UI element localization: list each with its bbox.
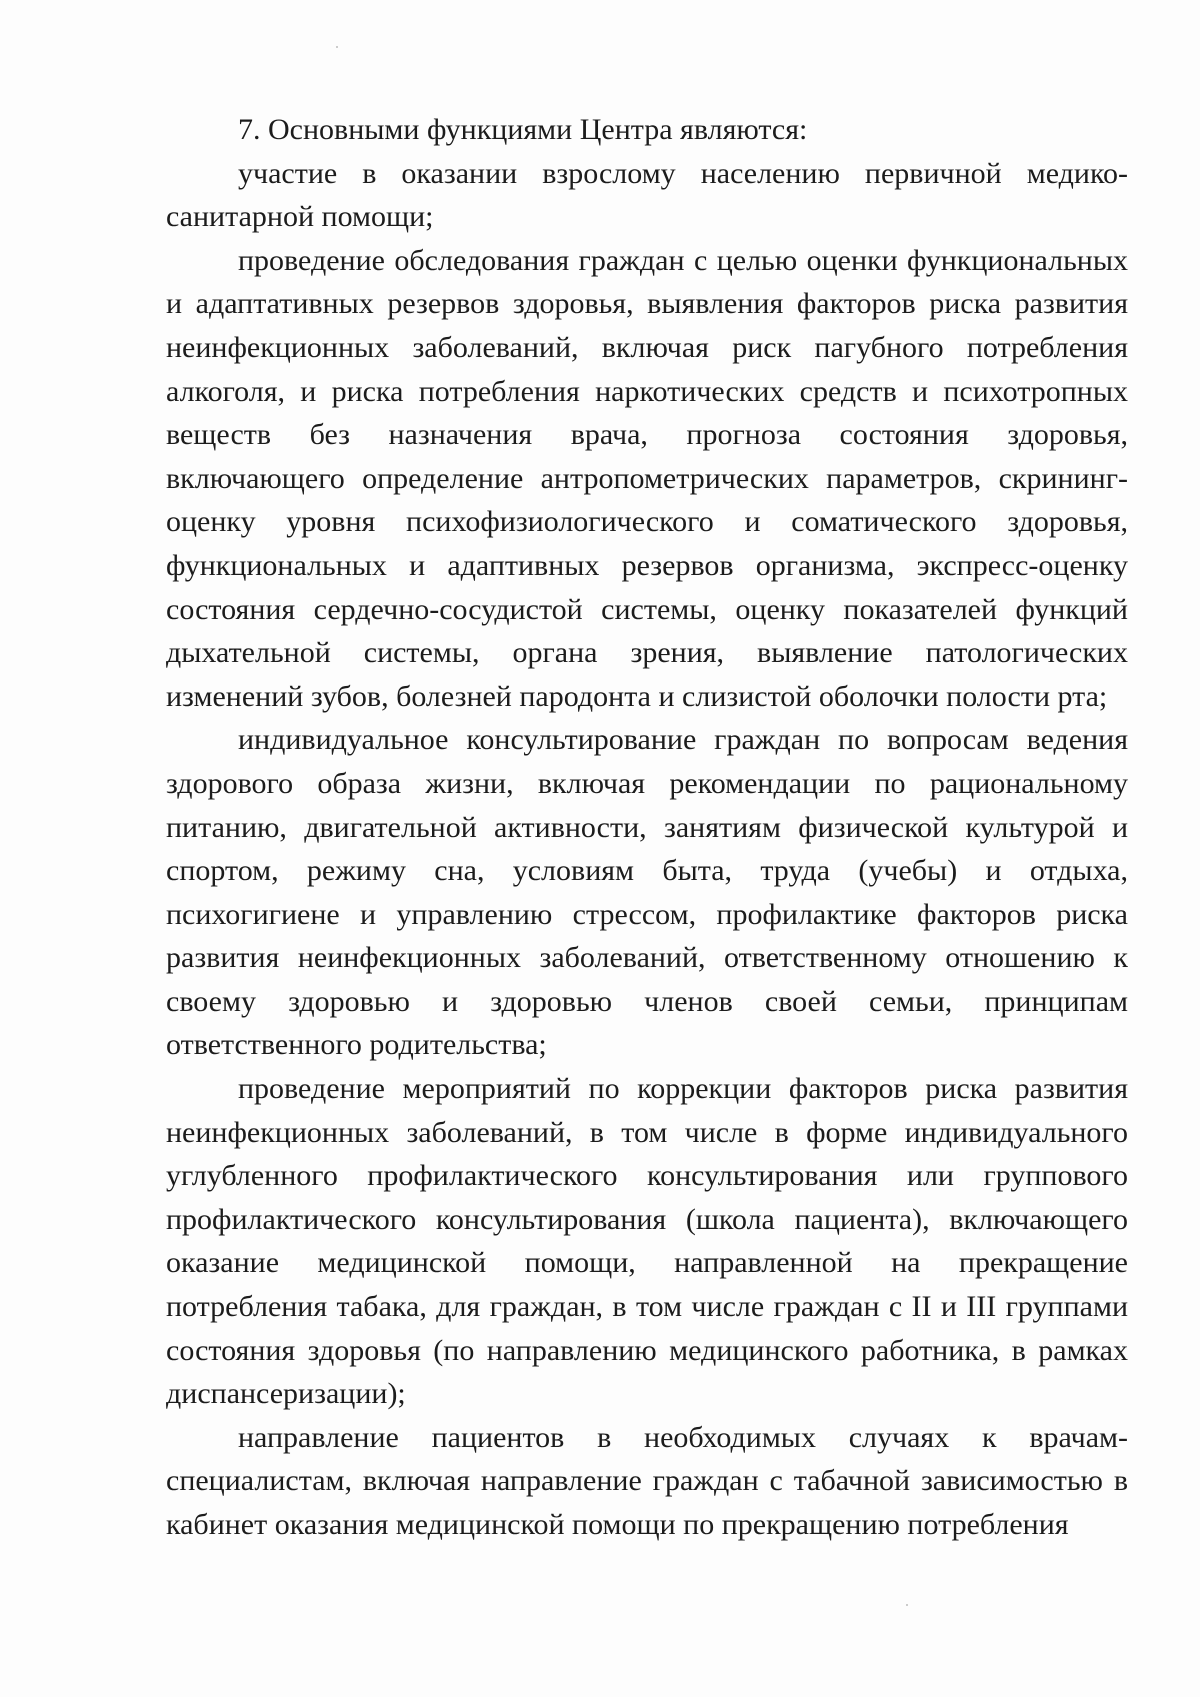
function-item-referral: направление пациентов в необходимых случаях к врачам-специалистам, включая направление граждан с табачной зависимостью в кабинет оказания медицинской помощи по прекращению потребления <box>166 1420 1128 1541</box>
document-body <box>166 108 1128 1547</box>
function-item-consulting: индивидуальное консультирование граждан по вопросам ведения здорового образа жизни, включая рекомендации по рациональному питанию, двигательной активности, занятиям физической культурой и спортом, режиму сна, условиям быта, труда (учебы) и отдыха, психогигиене и управлению стрессом, профилактике факторов риска развития неинфекционных заболеваний, ответственному отношению к своему здоровью и здоровью членов своей семьи, принципам ответственного родительства; <box>166 723 1128 1062</box>
function-item-examination: проведение обследования граждан с целью оценки функциональных и адаптативных резервов здоровья, выявления факторов риска развития неинфекционных заболеваний, включая риск пагубного потребления алкоголя, и риска потребления наркотических средств и психотропных веществ без назначения врача, прогноза состояния здоровья, включающего определение антропометрических параметров, скрининг-оценку уровня психофизиологического и соматического здоровья, функциональных и адаптивных резервов организма, экспресс-оценку состояния сердечно-сосудистой системы, оценку показателей функций дыхательной системы, органа зрения, выявление патологических изменений зубов, болезней пародонта и слизистой оболочки полости рта; <box>166 243 1128 713</box>
function-item-primary-care: участие в оказании взрослому населению первичной медико-санитарной помощи; <box>166 156 1128 234</box>
function-item-risk-correction: проведение мероприятий по коррекции факторов риска развития неинфекционных заболеваний, в том числе в форме индивидуального углубленного профилактического консультирования или группового профилактического консультирования (школа пациента), включающего оказание медицинской помощи, направленной на прекращение потребления табака, для граждан, в том числе граждан с II и III группами состояния здоровья (по направлению медицинского работника, в рамках диспансеризации); <box>166 1072 1128 1411</box>
section-heading: 7. Основными функциями Центра являются: <box>238 113 808 146</box>
scan-speck <box>336 46 338 48</box>
scan-speck <box>906 1604 908 1606</box>
